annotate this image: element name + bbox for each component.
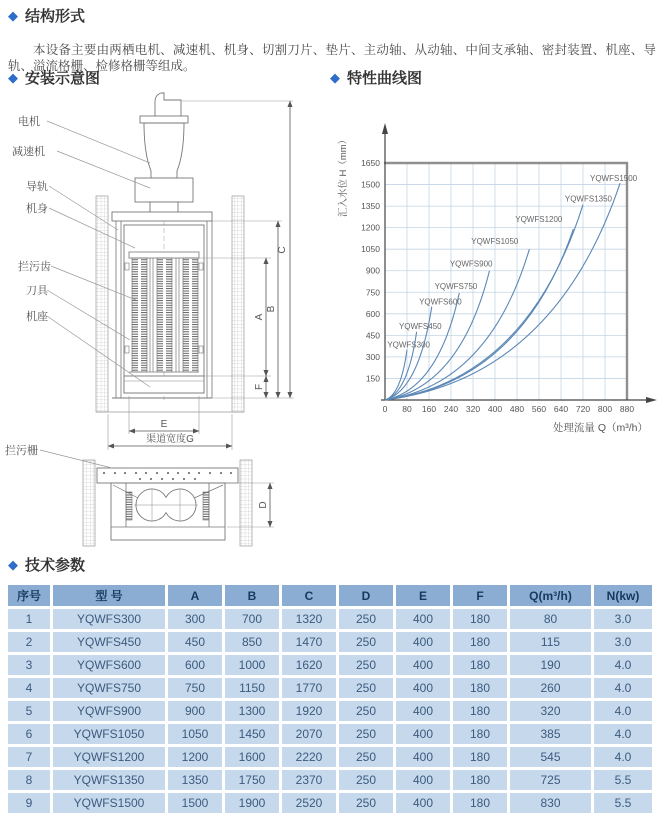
- table-cell: 4: [8, 678, 50, 698]
- table-cell: 250: [339, 793, 393, 813]
- channel-wall-right-section: [240, 460, 252, 546]
- table-row: [8, 793, 652, 813]
- label-guide-rail: 导轨: [26, 181, 48, 193]
- installation-diagram: [0, 90, 330, 552]
- table-cell: 400: [396, 632, 450, 652]
- column-header: C: [282, 585, 336, 606]
- svg-text:1350: 1350: [361, 201, 380, 212]
- table-cell: 400: [396, 678, 450, 698]
- table-cell: YQWFS750: [53, 678, 165, 698]
- table-cell: 2370: [282, 770, 336, 790]
- table-cell: 250: [339, 701, 393, 721]
- table-cell: 2220: [282, 747, 336, 767]
- table-cell: YQWFS300: [53, 609, 165, 629]
- label-base: 机座: [26, 311, 48, 323]
- table-cell: 180: [453, 724, 507, 744]
- table-cell: 180: [453, 701, 507, 721]
- table-cell: 180: [453, 609, 507, 629]
- table-row: [8, 724, 652, 744]
- table-cell: 5.5: [594, 770, 652, 790]
- column-header: D: [339, 585, 393, 606]
- table-cell: 1350: [168, 770, 222, 790]
- parameters-table: [5, 582, 655, 816]
- table-cell: 7: [8, 747, 50, 767]
- table-cell: 180: [453, 678, 507, 698]
- dim-label-d: D: [258, 501, 269, 509]
- table-cell: 400: [396, 793, 450, 813]
- table-cell: 250: [339, 632, 393, 652]
- table-cell: YQWFS450: [53, 632, 165, 652]
- channel-wall-left: [96, 196, 108, 412]
- table-cell: YQWFS1050: [53, 724, 165, 744]
- motor-body: [144, 123, 184, 178]
- section-title-installation: 安装示意图: [25, 70, 101, 87]
- table-cell: 3.0: [594, 609, 652, 629]
- table-cell: 1500: [168, 793, 222, 813]
- table-cell: 250: [339, 609, 393, 629]
- column-header: B: [225, 585, 279, 606]
- table-cell: 600: [168, 655, 222, 675]
- table-cell: 4.0: [594, 655, 652, 675]
- series-label-YQWFS1050: YQWFS1050: [471, 237, 519, 247]
- table-cell: 3.0: [594, 632, 652, 652]
- table-row: [8, 701, 652, 721]
- table-cell: 4.0: [594, 724, 652, 744]
- frame-top-plate: [112, 212, 212, 221]
- table-cell: 1470: [282, 632, 336, 652]
- svg-text:1500: 1500: [361, 179, 380, 190]
- svg-text:0: 0: [382, 404, 388, 414]
- svg-text:900: 900: [365, 265, 380, 276]
- x-axis-title: 处理流量 Q（m³/h）: [552, 422, 648, 434]
- table-cell: 1000: [225, 655, 279, 675]
- series-label-YQWFS450: YQWFS450: [398, 321, 442, 331]
- svg-text:1050: 1050: [361, 244, 380, 255]
- series-label-YQWFS300: YQWFS300: [387, 340, 430, 350]
- table-cell: 850: [225, 632, 279, 652]
- table-row: [8, 609, 652, 629]
- diamond-icon: ◆: [8, 8, 18, 23]
- svg-text:750: 750: [365, 287, 380, 298]
- table-cell: 830: [510, 793, 591, 813]
- table-cell: 1320: [282, 609, 336, 629]
- section-heading-installation: [8, 67, 100, 88]
- table-cell: 400: [396, 724, 450, 744]
- y-axis-arrow: [382, 123, 388, 134]
- table-cell: 400: [396, 701, 450, 721]
- table-cell: 545: [510, 747, 591, 767]
- table-row: [8, 770, 652, 790]
- series-curve-YQWFS1500: [385, 183, 620, 400]
- diamond-icon: ◆: [8, 557, 18, 572]
- table-cell: 250: [339, 724, 393, 744]
- diamond-icon: ◆: [8, 70, 18, 85]
- table-cell: 250: [339, 678, 393, 698]
- section-title-curves: 特性曲线图: [347, 70, 423, 87]
- section-title-parameters: 技术参数: [25, 557, 86, 574]
- table-cell: 4.0: [594, 747, 652, 767]
- table-cell: 4.0: [594, 701, 652, 721]
- table-cell: 250: [339, 747, 393, 767]
- column-header: N(kw): [594, 585, 652, 606]
- table-row: [8, 632, 652, 652]
- svg-text:1650: 1650: [361, 158, 380, 168]
- table-cell: 1600: [225, 747, 279, 767]
- table-cell: 190: [510, 655, 591, 675]
- section-heading-parameters: [8, 554, 85, 575]
- motor-flange: [140, 116, 188, 123]
- table-cell: 1900: [225, 793, 279, 813]
- label-trash-teeth: 拦污齿: [18, 261, 51, 273]
- table-cell: 115: [510, 632, 591, 652]
- table-row: [8, 747, 652, 767]
- table-cell: 900: [168, 701, 222, 721]
- table-cell: 1920: [282, 701, 336, 721]
- section-heading-curves: [330, 67, 422, 88]
- table-cell: 2520: [282, 793, 336, 813]
- series-label-YQWFS1500: YQWFS1500: [589, 174, 638, 184]
- table-cell: 250: [339, 655, 393, 675]
- table-cell: 385: [510, 724, 591, 744]
- dim-label-f: F: [254, 383, 265, 391]
- motor-cap: [155, 93, 181, 116]
- characteristic-curve-chart: [334, 104, 660, 440]
- machine-base: [124, 376, 204, 393]
- table-cell: 400: [396, 655, 450, 675]
- column-header: Q(m³/h): [510, 585, 591, 606]
- table-cell: 180: [453, 770, 507, 790]
- svg-text:600: 600: [365, 308, 380, 319]
- svg-text:560: 560: [531, 404, 547, 414]
- dim-label-b: B: [266, 305, 277, 313]
- series-label-YQWFS750: YQWFS750: [434, 281, 478, 291]
- table-cell: 1150: [225, 678, 279, 698]
- svg-text:160: 160: [421, 404, 437, 414]
- y-axis-title: 汇入水位 H（mm）: [338, 134, 349, 218]
- svg-text:300: 300: [365, 351, 380, 362]
- table-cell: 180: [453, 655, 507, 675]
- table-cell: 180: [453, 747, 507, 767]
- label-cutter: 刀具: [26, 285, 48, 297]
- table-cell: 3: [8, 655, 50, 675]
- table-cell: 300: [168, 609, 222, 629]
- table-cell: 180: [453, 793, 507, 813]
- column-header: 型 号: [53, 585, 165, 606]
- series-curve-YQWFS600: [385, 307, 432, 400]
- series-label-YQWFS600: YQWFS600: [419, 297, 462, 307]
- table-cell: 400: [396, 747, 450, 767]
- table-cell: 725: [510, 770, 591, 790]
- table-cell: 1450: [225, 724, 279, 744]
- label-reducer: 减速机: [12, 146, 45, 158]
- svg-text:880: 880: [619, 404, 635, 414]
- table-cell: 2: [8, 632, 50, 652]
- table-cell: 1050: [168, 724, 222, 744]
- column-header: A: [168, 585, 222, 606]
- column-header: 序号: [8, 585, 50, 606]
- series-label-YQWFS1200: YQWFS1200: [515, 215, 563, 225]
- svg-text:1200: 1200: [361, 222, 380, 233]
- table-cell: YQWFS600: [53, 655, 165, 675]
- svg-text:450: 450: [365, 330, 380, 341]
- table-header-row: [8, 585, 652, 606]
- dim-label-a: A: [254, 313, 265, 321]
- table-head: [8, 585, 652, 606]
- table-cell: 250: [339, 770, 393, 790]
- dim-label-e: E: [160, 419, 168, 430]
- channel-wall-left-section: [83, 460, 95, 546]
- column-header: F: [453, 585, 507, 606]
- table-cell: 400: [396, 609, 450, 629]
- svg-text:640: 640: [553, 404, 569, 414]
- svg-text:150: 150: [365, 373, 380, 384]
- table-cell: 8: [8, 770, 50, 790]
- label-body: 机身: [26, 203, 48, 215]
- diamond-icon: ◆: [330, 70, 340, 85]
- svg-text:480: 480: [509, 404, 525, 414]
- svg-text:320: 320: [465, 404, 481, 414]
- series-label-YQWFS900: YQWFS900: [449, 259, 493, 269]
- series-curve-YQWFS1200: [385, 229, 573, 400]
- x-tick-labels: [383, 404, 635, 414]
- table-cell: 4.0: [594, 678, 652, 698]
- table-cell: 5.5: [594, 793, 652, 813]
- svg-text:720: 720: [575, 404, 591, 414]
- svg-text:240: 240: [443, 404, 459, 414]
- table-cell: 5: [8, 701, 50, 721]
- table-cell: 450: [168, 632, 222, 652]
- table-cell: 6: [8, 724, 50, 744]
- table-cell: 750: [168, 678, 222, 698]
- x-axis-arrow: [646, 397, 657, 403]
- table-cell: 1200: [168, 747, 222, 767]
- table-cell: 1: [8, 609, 50, 629]
- table-cell: 180: [453, 632, 507, 652]
- series-label-YQWFS1350: YQWFS1350: [564, 194, 612, 204]
- svg-text:80: 80: [402, 404, 412, 414]
- table-cell: 260: [510, 678, 591, 698]
- table-cell: YQWFS900: [53, 701, 165, 721]
- dim-label-channel-width: 渠道宽度G: [146, 434, 194, 445]
- reducer-block: [135, 178, 193, 202]
- table-row: [8, 678, 652, 698]
- y-tick-labels: [361, 158, 380, 383]
- table-body: [8, 609, 652, 813]
- table-cell: YQWFS1350: [53, 770, 165, 790]
- dim-label-c: C: [277, 246, 288, 254]
- section-heading-structure: [8, 5, 85, 26]
- label-trash-rack: 拦污栅: [5, 445, 38, 457]
- table-cell: 1620: [282, 655, 336, 675]
- channel-wall-right: [232, 196, 244, 412]
- table-cell: 1300: [225, 701, 279, 721]
- section-title-structure: 结构形式: [25, 8, 86, 25]
- table-cell: 2070: [282, 724, 336, 744]
- table-cell: 320: [510, 701, 591, 721]
- table-cell: 700: [225, 609, 279, 629]
- table-cell: YQWFS1200: [53, 747, 165, 767]
- table-cell: YQWFS1500: [53, 793, 165, 813]
- svg-text:800: 800: [597, 404, 613, 414]
- structure-description: 本设备主要由两栖电机、减速机、机身、切割刀片、垫片、主动轴、从动轴、中间支承轴、密封装置、机座、导轨、溢流格栅、检修格栅等组成。: [8, 42, 656, 73]
- table-cell: 80: [510, 609, 591, 629]
- column-header: E: [396, 585, 450, 606]
- table-cell: 400: [396, 770, 450, 790]
- table-row: [8, 655, 652, 675]
- table-cell: 1750: [225, 770, 279, 790]
- trash-rack-bar: [97, 468, 238, 483]
- table-cell: 9: [8, 793, 50, 813]
- svg-text:400: 400: [487, 404, 503, 414]
- label-motor: 电机: [18, 116, 40, 128]
- table-cell: 1770: [282, 678, 336, 698]
